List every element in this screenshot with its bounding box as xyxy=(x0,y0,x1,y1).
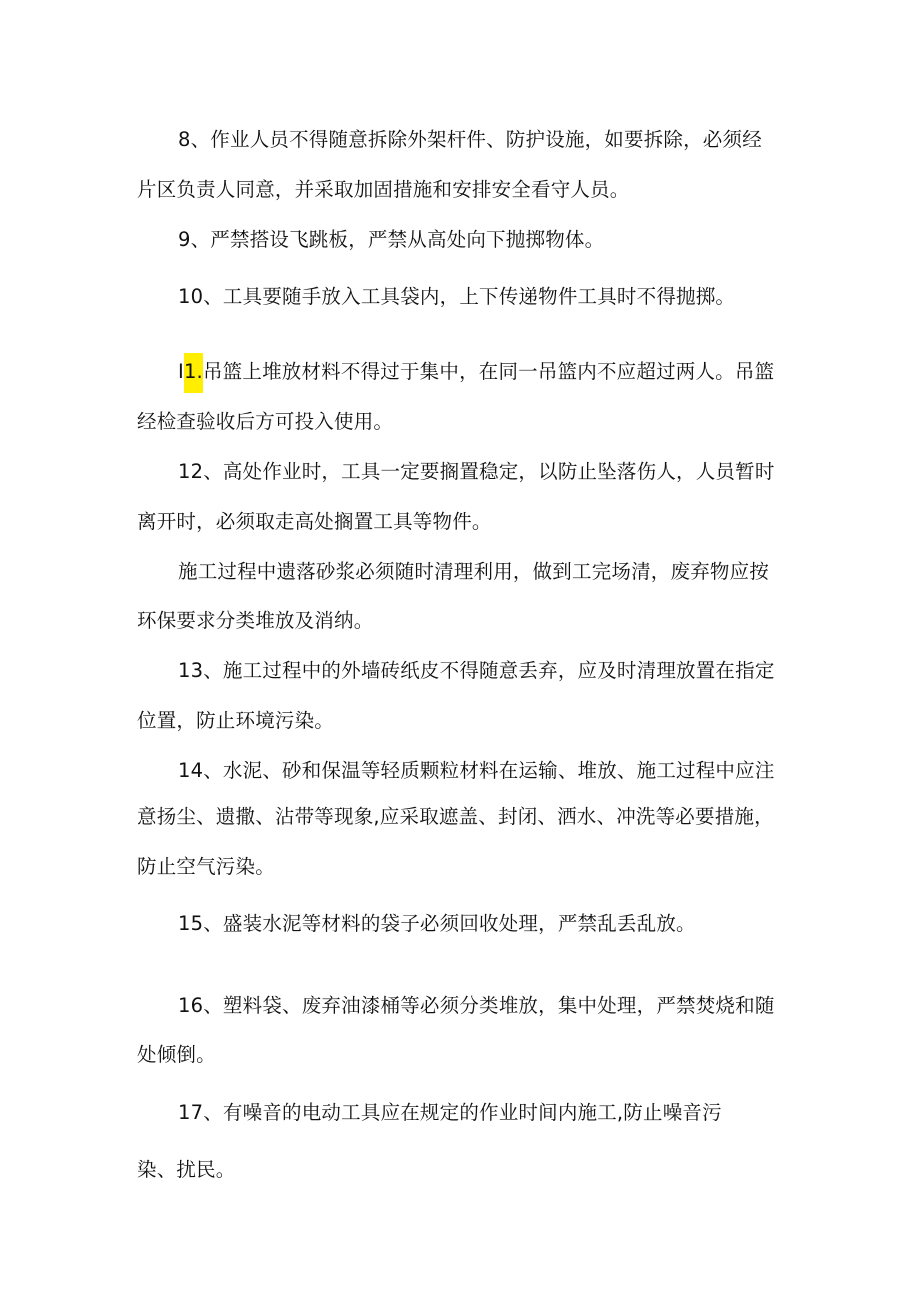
paragraph-13-line-2: 位置，防止环境污染。 xyxy=(137,709,335,732)
paragraph-13-line-1: 13、施工过程中的外墙砖纸皮不得随意丢弃，应及时清理放置在指定 xyxy=(178,659,775,682)
paragraph-10-line-1: 10、工具要随手放入工具袋内，上下传递物件工具时不得抛掷。 xyxy=(178,285,736,308)
paragraph-16-line-1: 16、塑料袋、废弃油漆桶等必须分类堆放，集中处理，严禁焚烧和随 xyxy=(178,994,775,1017)
paragraph-14-line-3: 防止空气污染。 xyxy=(137,855,275,878)
paragraph-unnumbered-line-1: 施工过程中遗落砂浆必须随时清理利用，做到工完场清，废弃物应按 xyxy=(178,560,770,583)
paragraph-12-line-1: 12、高处作业时，工具一定要搁置稳定，以防止坠落伤人，人员暂时 xyxy=(178,460,775,483)
paragraph-8-line-2: 片区负责人同意，并采取加固措施和安排安全看守人员。 xyxy=(137,178,630,201)
paragraph-16-line-2: 处倾倒。 xyxy=(137,1043,216,1066)
paragraph-17-line-2: 染、扰民。 xyxy=(137,1158,236,1181)
paragraph-11-line-1-text: 吊篮上堆放材料不得过于集中，在同一吊篮内不应超过两人。吊篮 xyxy=(202,360,775,383)
paragraph-9-line-1: 9、严禁搭设飞跳板，严禁从高处向下抛掷物体。 xyxy=(178,228,605,251)
paragraph-12-line-2: 离开时，必须取走高处搁置工具等物件。 xyxy=(137,510,492,533)
paragraph-11-line-2: 经检查验收后方可投入使用。 xyxy=(137,410,394,433)
paragraph-11-prefix: I xyxy=(178,360,184,383)
paragraph-8-line-1: 8、作业人员不得随意拆除外架杆件、防护设施，如要拆除，必须经 xyxy=(178,128,762,151)
paragraph-14-line-2: 意扬尘、遗撒、沾带等现象,应采取遮盖、封闭、洒水、冲洗等必要措施， xyxy=(137,805,774,828)
paragraph-11-line-1 xyxy=(178,359,774,385)
highlighted-number: 1. xyxy=(184,353,203,393)
paragraph-unnumbered-line-2: 环保要求分类堆放及消纳。 xyxy=(137,609,374,632)
paragraph-15-line-1: 15、盛装水泥等材料的袋子必须回收处理，严禁乱丢乱放。 xyxy=(178,912,696,935)
paragraph-17-line-1: 17、有噪音的电动工具应在规定的作业时间内施工,防止噪音污 xyxy=(178,1101,722,1124)
paragraph-14-line-1: 14、水泥、砂和保温等轻质颗粒材料在运输、堆放、施工过程中应注 xyxy=(178,759,775,782)
